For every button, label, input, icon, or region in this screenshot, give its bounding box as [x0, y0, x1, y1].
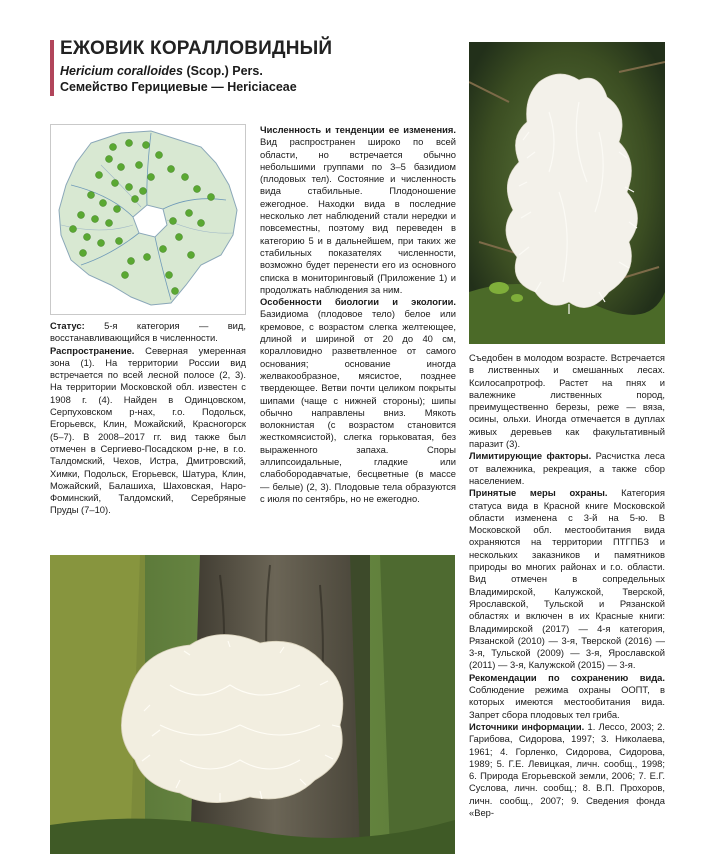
- distribution-text: Северная умеренная зона (1). На территории России вид встречается по всей лесной полосе (2, 3). На территории Московской обл. известен с 1908 г. (4). Найден в Одинцовском, Серпуховском р-нах, г.о. Подольск, Егорьевск, Клин, Можайский, Красногорск (5–7). В 2008–2017 гг. вид также был отмечен в Сергиево-Посадском р-не, в г.о. Талдомский, Чехов, Истра, Дмитровский, Химки, Подольск, Егорьевск, Шатура, Клин, Можайский, Балашиха, Шаховская, Наро-Фоминский, Талдомский, Серебряные Пруды (7–10).: [50, 344, 246, 516]
- continue-paragraph: Съедобен в молодом возрасте. Встречается в лиственных и смешанных лесах. Ксилосапротроф. Растет на пнях и валежнике лиственных пород, преимущественно березы, реже — вяза, осины, ольхи. Иногда отмечается в дуплах живых деревьев как факультативный паразит (3).: [469, 352, 665, 450]
- sources-text: 1. Лессо, 2003; 2. Гарибова, Сидорова, 1997; 3. Николаева, 1961; 4. Горленко, Сидорова, Сидорова, 1989; 5. Г.Е. Левицкая, личн. сообщ., 1998; 6. Природа Егорьевской земли, 2006; 7. Е.Г. Суслова, личн. сообщ.; 8. В.П. Прохоров, личн. сообщ., 2007; 9. Сведения фонда «Вер-: [469, 720, 665, 818]
- column-3: [469, 352, 665, 819]
- sources-label: Источники информации.: [469, 720, 585, 732]
- status-label: Статус:: [50, 320, 85, 331]
- numbers-paragraph: [260, 124, 456, 296]
- column-2: [260, 124, 456, 505]
- numbers-text: Вид распространен широко по всей области, но встречается обычно небольшими группами по 3–5 базидиом (плодовых тел). Состояние и численность вида стабильные. Плодоношение ежегодное. Находки вида в последние несколько лет наблюдений стали нередки и повсеместны, поэтому вид переведен в категорию 5 и в дальнейшем, при таких же стабильных показателях численности, возможно будет перенести его из основного списка в мониторинговый (Приложение 1) и продолжать наблюдения за ним.: [260, 136, 456, 295]
- fungus-photo-top: [469, 42, 665, 344]
- limiting-text: Расчистка леса от валежника, рекреация, а также сбор населением.: [469, 450, 665, 486]
- measures-text: Категория статуса вида в Красной книге Московской области изменена с 3-й на 5-ю. В Московской обл. местообитания вида охраняются на территории ПТГПБЗ и нескольких заказников и памятников природы во многих районах и г.о. области. Вид отмечен в сопредельных Владимирской, Калужской, Тверской, Ярославской, Тульской и Рязанской областях и включен в их Красные книги: Владимирской (2017) — 4-я категория, Рязанской (2010) — 3-я, Тверской (2016) — 3-я, Тульской (2009) — 3-я, Ярославской (2011) — 3-я, Калужской (2015) — 3-я.: [469, 487, 665, 671]
- page-title: ЕЖОВИК КОРАЛЛОВИДНЫЙ: [60, 38, 333, 59]
- limiting-paragraph: [469, 450, 665, 487]
- numbers-label: Численность и тенденции ее изменения.: [260, 124, 456, 135]
- measures-label: Принятые меры охраны.: [469, 487, 608, 499]
- biology-paragraph: [260, 296, 456, 505]
- distribution-map: [50, 124, 246, 315]
- biology-label: Особенности биологии и экологии.: [260, 296, 456, 308]
- distribution-label: Распространение.: [50, 344, 135, 356]
- latin-author: (Scop.) Pers.: [182, 64, 263, 78]
- family-name: [60, 80, 297, 94]
- recommend-label: Рекомендации по сохранению вида.: [469, 671, 665, 683]
- recommend-paragraph: [469, 672, 665, 721]
- title-accent-bar: [50, 40, 54, 96]
- sources-paragraph: [469, 721, 665, 819]
- column-1: [50, 320, 246, 517]
- fungus-photo-bottom: [50, 555, 455, 854]
- distribution-paragraph: [50, 345, 246, 517]
- latin-name: [60, 64, 263, 78]
- family-text: Семейство Герициевые — Hericiaceae: [60, 80, 297, 94]
- status-text: 5-я категория — вид, восстанавливающийся в численности.: [50, 320, 246, 344]
- latin-genus-species: Hericium coralloides: [60, 64, 183, 78]
- limiting-label: Лимитирующие факторы.: [469, 450, 592, 462]
- recommend-text: Соблюдение режима охраны ООПТ, в которых имеются местообитания вида. Запрет сбора плодовых тел гриба.: [469, 684, 665, 720]
- status-paragraph: [50, 320, 246, 345]
- biology-text: Базидиома (плодовое тело) белое или кремовое, с возрастом слегка желтеющее, длиной и шириной от 20 до 40 см, коралловидно разветвленное от самого основания; основание иногда желвакообразное, мясистое, позднее твердеющее. Ветви почти целиком покрыты шипами (чаще с нижней стороны); шипы обычно направлены вниз. Мякоть волокнистая (с возрастом становится жесткомясистой), слегка горьковатая, без выраженного запаха. Споры эллипсоидальные, гладкие или слабобородавчатые, бесцветные (в массе — белые) (2, 3). Плодовые тела образуются с июля по сентябрь, но не ежегодно.: [260, 308, 456, 504]
- measures-paragraph: [469, 487, 665, 671]
